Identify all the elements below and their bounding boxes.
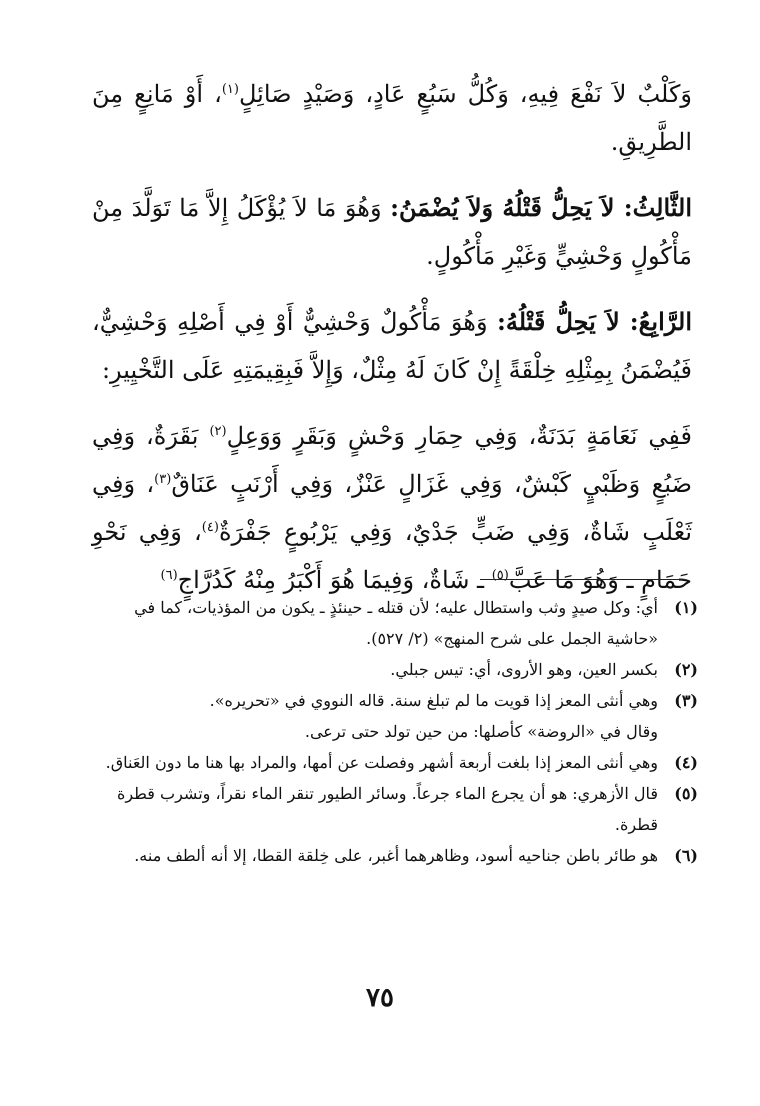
footnote-1 (92, 592, 698, 654)
paragraph-2-text: وَهُوَ مَا لاَ يُؤْكَلُ إِلاَّ مَا تَوَلَّدَ مِنْ مَأْكُولٍ وَحْشِيٍّ وَغَيْرِ مَأْكُولٍ. (92, 194, 692, 270)
footnote-text: هو طائر باطن جناحيه أسود، وظاهرهما أغبر، على خِلقة القطا، إلا أنه ألطف منه. (134, 846, 658, 865)
main-text (92, 70, 692, 622)
footnote-text: وقال في «الروضة» كأصلها: من حين تولد حتى ترعى. (304, 722, 658, 741)
footnote-number: (١) (674, 598, 698, 617)
paragraph-4 (92, 412, 692, 604)
footnote-text: قال الأزهري: هو أن يجرع الماء جرعاً. وسائر الطيور تنقر الماء نقراً، وتشرب قطرة قطرة. (116, 784, 658, 834)
paragraph-4-part-5: ـ شَاةٌ، وَفِيمَا هُوَ أَكْبَرُ مِنْهُ كَدُرَّاجٍ (177, 566, 492, 594)
footnote-ref-5: (٥) (491, 568, 509, 583)
footnote-6 (92, 840, 698, 871)
paragraph-3-text: وَهُوَ مَأْكُولٌ وَحْشِيٌّ أَوْ فِي أَصْلِهِ وَحْشِيٌّ، فَيُضْمَنُ بِمِثْلِهِ خِلْقَةً إِنْ كَانَ لَهُ مِثْلٌ، وَإِلاَّ فَبِقِيمَتِهِ عَلَى التَّخْيِيرِ: (92, 308, 692, 384)
footnotes (92, 592, 698, 871)
footnote-text: وهي أنثى المعز إذا قويت ما لم تبلغ سنة. قاله النووي في «تحريره». (209, 691, 658, 710)
footnote-5 (92, 778, 698, 840)
footnote-ref-3: (٣) (154, 472, 172, 487)
paragraph-4-part-1: فَفِي نَعَامَةٍ بَدَنَةٌ، وَفِي حِمَارِ وَحْشٍ وَبَقَرٍ وَوَعِلٍ (226, 422, 692, 450)
footnote-4 (92, 747, 698, 778)
paragraph-2-heading: الثَّالِثُ: لاَ يَحِلُّ قَتْلُهُ وَلاَ يُضْمَنُ: (390, 193, 692, 222)
paragraph-1-text: وَكَلْبٌ لاَ نَفْعَ فِيهِ، وَكُلُّ سَبُعٍ عَادٍ، وَصَيْدٍ صَائِلٍ (238, 80, 693, 108)
footnote-3-continuation (92, 716, 698, 747)
paragraph-3-heading: الرَّابِعُ: لاَ يَحِلُّ قَتْلُهُ: (496, 307, 692, 336)
footnote-ref-1: (١) (221, 82, 239, 97)
paragraph-1 (92, 70, 692, 166)
paragraph-4-part-2: بَقَرَةٌ، وَفِي ضَبُعٍ وَظَبْيٍ كَبْشٌ، وَفِي غَزَالٍ عَنْزٌ، وَفِي أَرْنَبٍ عَنَاقٌ (92, 422, 692, 498)
footnote-number: (٤) (674, 753, 698, 772)
footnote-number: (٢) (674, 660, 698, 679)
footnote-number: (٥) (674, 784, 698, 803)
paragraph-4-part-4: ، وَفِي نَحْوِ حَمَامٍ ـ وَهُوَ مَا عَبَّ (92, 518, 692, 594)
paragraph-3 (92, 298, 692, 394)
footnote-text: أي: وكل صيدٍ وثب واستطال عليه؛ لأن قتله ـ حينئذٍ ـ يكون من المؤذيات، كما في «حاشية الجمل على شرح المنهج» (٢/ ٥٢٧). (134, 598, 658, 648)
footnote-2 (92, 654, 698, 685)
footnote-3 (92, 685, 698, 716)
page-number: ٧٥ (366, 983, 394, 1013)
footnote-number: (٦) (674, 846, 698, 865)
footnote-number: (٣) (674, 691, 698, 710)
paragraph-2 (92, 184, 692, 280)
footnote-text: وهي أنثى المعز إذا بلغت أربعة أشهر وفصلت عن أمها، والمراد بها هنا ما دون العَناق. (105, 753, 658, 772)
footnote-text: بكسر العين، وهو الأروى، أي: تيس جبلي. (390, 660, 658, 679)
footnote-separator (480, 579, 685, 580)
footnote-ref-6: (٦) (160, 568, 178, 583)
footnote-ref-4: (٤) (201, 520, 219, 535)
paragraph-1-tail: ، أَوْ مَانِعٍ مِنَ الطَّرِيقِ. (92, 80, 692, 156)
paragraph-4-part-3: ، وَفِي ثَعْلَبٍ شَاةٌ، وَفِي ضَبٍّ جَدْيٌ، وَفِي يَرْبُوعٍ جَفْرَةٌ (92, 470, 693, 546)
footnote-ref-2: (٢) (209, 424, 227, 439)
